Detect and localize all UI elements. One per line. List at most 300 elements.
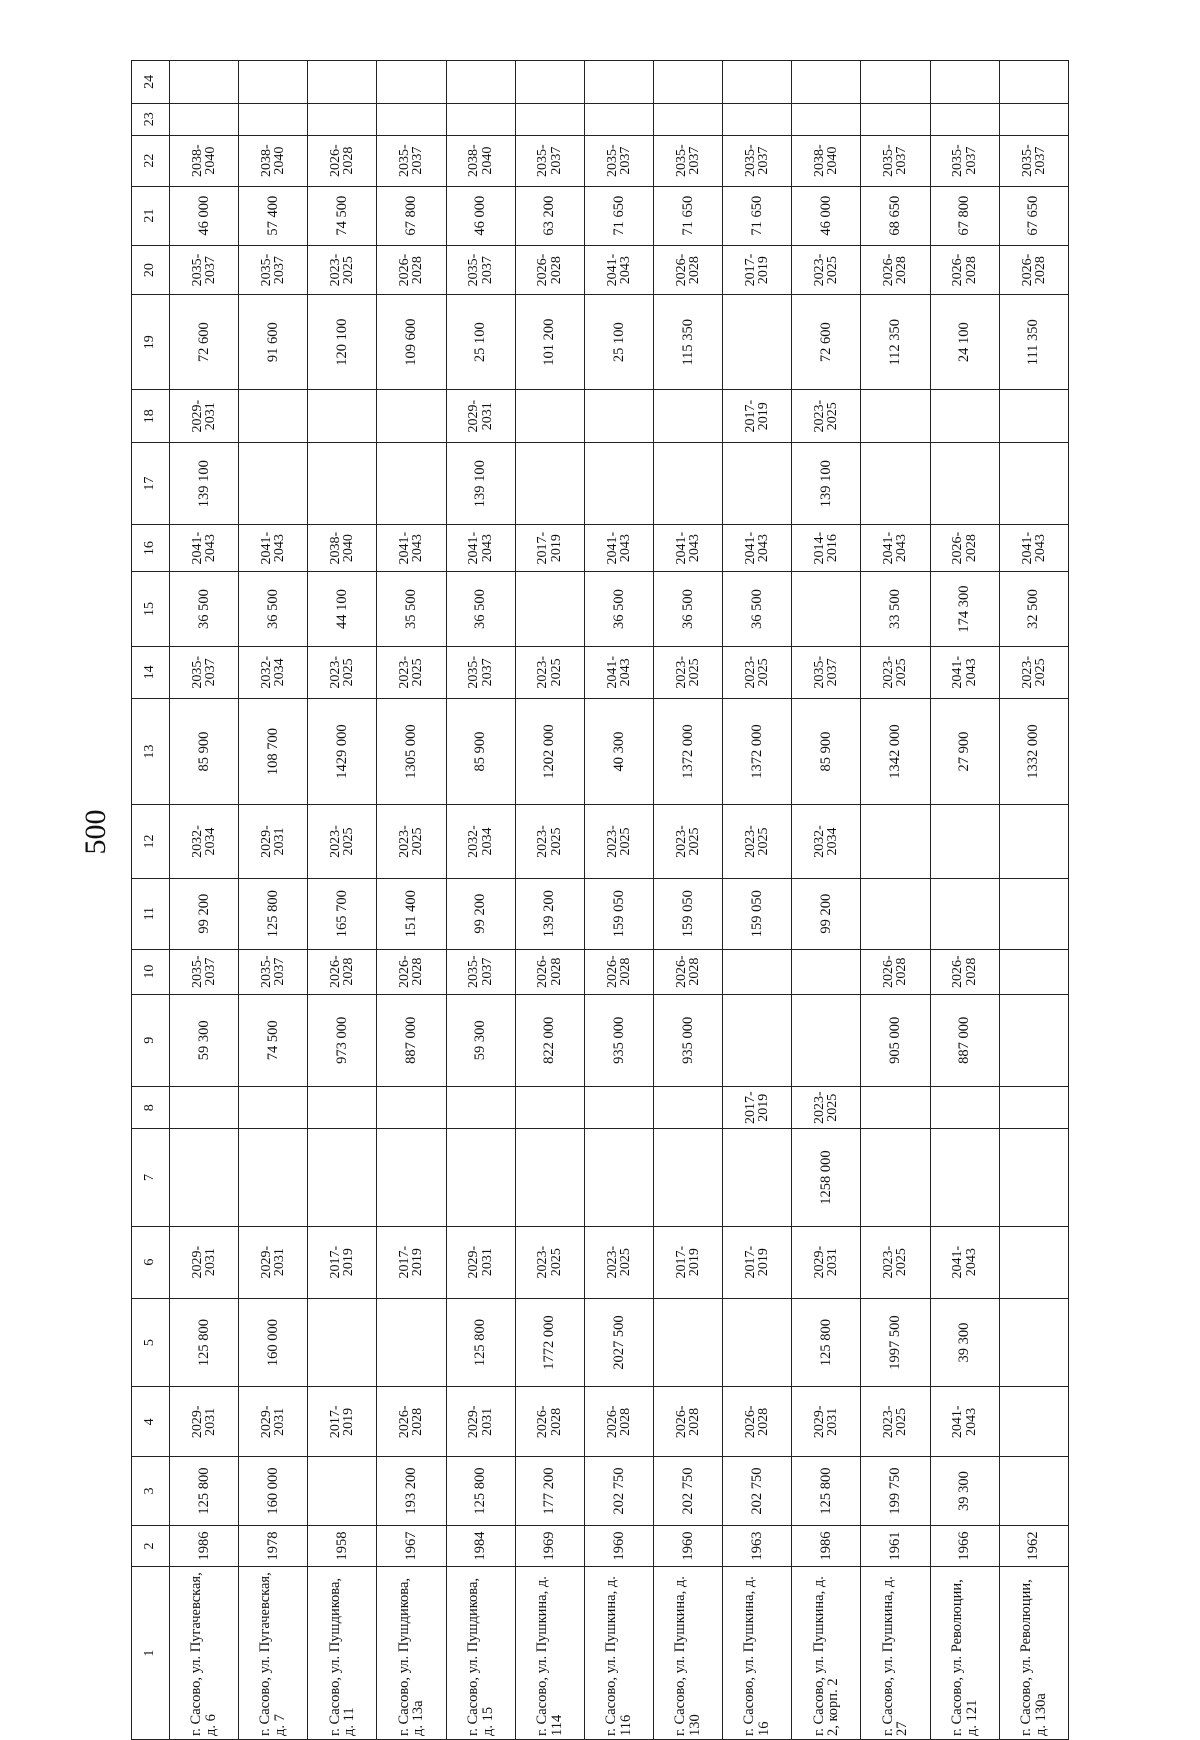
period-cell: 2041- 2043 [584, 245, 653, 295]
period-cell: 2023- 2025 [515, 805, 584, 878]
value-cell: 159 050 [584, 878, 653, 949]
value-cell [999, 1457, 1068, 1526]
column-header: 1 [132, 1567, 170, 1740]
value-cell: 46 000 [170, 186, 239, 245]
value-cell [308, 443, 377, 525]
period-cell: 2035- 2037 [653, 135, 722, 186]
period-cell: 2026- 2028 [308, 135, 377, 186]
value-cell: 71 650 [653, 186, 722, 245]
period-cell: 2023- 2025 [377, 805, 446, 878]
column-header: 11 [132, 878, 170, 949]
value-cell: 1342 000 [861, 698, 930, 804]
value-cell: 887 000 [930, 994, 999, 1086]
column-header: 21 [132, 186, 170, 245]
period-cell: 2026- 2028 [723, 1387, 792, 1457]
period-cell: 2032- 2034 [792, 805, 861, 878]
value-cell: 59 300 [446, 994, 515, 1086]
value-cell [999, 949, 1068, 994]
value-cell: 36 500 [446, 572, 515, 647]
address-cell: г. Сасово, ул. Пушкина, д. 114 [515, 1567, 584, 1740]
period-cell: 2032- 2034 [170, 805, 239, 878]
value-cell [723, 1298, 792, 1387]
value-cell [515, 103, 584, 135]
period-cell: 2029- 2031 [239, 1387, 308, 1457]
value-cell: 1984 [446, 1525, 515, 1566]
period-cell: 2017- 2019 [308, 1226, 377, 1298]
period-cell: 2029- 2031 [239, 805, 308, 878]
table-row [170, 61, 239, 1740]
period-cell: 2029- 2031 [792, 1226, 861, 1298]
value-cell: 39 300 [930, 1457, 999, 1526]
value-cell [653, 61, 722, 104]
value-cell: 1258 000 [792, 1129, 861, 1226]
value-cell [653, 390, 722, 443]
period-cell: 2023- 2025 [723, 646, 792, 698]
period-cell: 2041- 2043 [861, 524, 930, 571]
value-cell: 112 350 [861, 295, 930, 390]
value-cell [377, 1086, 446, 1129]
period-cell: 2023- 2025 [377, 646, 446, 698]
value-cell: 24 100 [930, 295, 999, 390]
value-cell: 1986 [170, 1525, 239, 1566]
value-cell: 67 800 [930, 186, 999, 245]
period-cell: 2026- 2028 [999, 245, 1068, 295]
column-header: 19 [132, 295, 170, 390]
value-cell [861, 1129, 930, 1226]
period-cell: 2035- 2037 [170, 949, 239, 994]
value-cell: 85 900 [170, 698, 239, 804]
value-cell [723, 443, 792, 525]
value-cell: 125 800 [239, 878, 308, 949]
address-cell: г. Сасово, ул. Пушкина, д. 16 [723, 1567, 792, 1740]
value-cell [377, 103, 446, 135]
period-cell: 2035- 2037 [446, 245, 515, 295]
period-cell: 2017- 2019 [723, 1086, 792, 1129]
period-cell: 2041- 2043 [584, 646, 653, 698]
value-cell: 125 800 [170, 1457, 239, 1526]
period-cell: 2041- 2043 [930, 646, 999, 698]
period-cell: 2023- 2025 [308, 805, 377, 878]
value-cell [515, 1129, 584, 1226]
value-cell: 1372 000 [653, 698, 722, 804]
column-header: 22 [132, 135, 170, 186]
column-header: 12 [132, 805, 170, 878]
value-cell: 822 000 [515, 994, 584, 1086]
value-cell [170, 61, 239, 104]
value-cell [446, 1086, 515, 1129]
column-header: 2 [132, 1525, 170, 1566]
value-cell: 46 000 [446, 186, 515, 245]
value-cell [930, 878, 999, 949]
value-cell: 887 000 [377, 994, 446, 1086]
column-header: 15 [132, 572, 170, 647]
period-cell: 2023- 2025 [999, 646, 1068, 698]
address-cell: г. Сасово, ул. Пушдикова, д. 11 [308, 1567, 377, 1740]
value-cell: 125 800 [446, 1457, 515, 1526]
period-cell: 2035- 2037 [999, 135, 1068, 186]
value-cell: 25 100 [584, 295, 653, 390]
value-cell [999, 1387, 1068, 1457]
value-cell: 68 650 [861, 186, 930, 245]
table-row [861, 61, 930, 1740]
value-cell [861, 103, 930, 135]
table-header-row [132, 61, 170, 1740]
column-header: 3 [132, 1457, 170, 1526]
period-cell: 2023- 2025 [792, 245, 861, 295]
value-cell [308, 103, 377, 135]
period-cell: 2017- 2019 [308, 1387, 377, 1457]
column-header: 8 [132, 1086, 170, 1129]
value-cell: 1963 [723, 1525, 792, 1566]
value-cell [515, 572, 584, 647]
value-cell: 63 200 [515, 186, 584, 245]
value-cell: 1962 [999, 1525, 1068, 1566]
column-header: 23 [132, 103, 170, 135]
value-cell [584, 390, 653, 443]
period-cell: 2038- 2040 [308, 524, 377, 571]
value-cell: 905 000 [861, 994, 930, 1086]
value-cell [930, 805, 999, 878]
period-cell: 2017- 2019 [723, 245, 792, 295]
period-cell: 2017- 2019 [723, 1226, 792, 1298]
value-cell: 109 600 [377, 295, 446, 390]
value-cell [999, 994, 1068, 1086]
value-cell: 67 650 [999, 186, 1068, 245]
value-cell: 160 000 [239, 1298, 308, 1387]
value-cell [930, 61, 999, 104]
period-cell: 2026- 2028 [377, 245, 446, 295]
value-cell [584, 1086, 653, 1129]
column-header: 20 [132, 245, 170, 295]
period-cell: 2026- 2028 [377, 1387, 446, 1457]
table-row [377, 61, 446, 1740]
period-cell: 2041- 2043 [584, 524, 653, 571]
value-cell [999, 1298, 1068, 1387]
value-cell [239, 1086, 308, 1129]
value-cell: 1332 000 [999, 698, 1068, 804]
period-cell: 2026- 2028 [653, 1387, 722, 1457]
period-cell: 2041- 2043 [239, 524, 308, 571]
column-header: 9 [132, 994, 170, 1086]
column-header: 18 [132, 390, 170, 443]
value-cell [653, 1129, 722, 1226]
period-cell: 2023- 2025 [653, 646, 722, 698]
repair-schedule-table [131, 60, 1069, 1740]
value-cell: 33 500 [861, 572, 930, 647]
period-cell: 2017- 2019 [377, 1226, 446, 1298]
period-cell: 2035- 2037 [515, 135, 584, 186]
column-header: 14 [132, 646, 170, 698]
value-cell [861, 878, 930, 949]
value-cell: 2027 500 [584, 1298, 653, 1387]
value-cell: 1960 [653, 1525, 722, 1566]
value-cell: 91 600 [239, 295, 308, 390]
value-cell: 193 200 [377, 1457, 446, 1526]
value-cell: 35 500 [377, 572, 446, 647]
value-cell [723, 61, 792, 104]
period-cell: 2026- 2028 [377, 949, 446, 994]
period-cell: 2038- 2040 [446, 135, 515, 186]
period-cell: 2038- 2040 [170, 135, 239, 186]
period-cell: 2023- 2025 [515, 646, 584, 698]
value-cell [999, 1226, 1068, 1298]
page-number: 500 [79, 809, 112, 855]
value-cell: 25 100 [446, 295, 515, 390]
period-cell: 2023- 2025 [861, 646, 930, 698]
value-cell [999, 443, 1068, 525]
value-cell [723, 949, 792, 994]
period-cell: 2035- 2037 [723, 135, 792, 186]
value-cell: 27 900 [930, 698, 999, 804]
value-cell: 151 400 [377, 878, 446, 949]
value-cell: 160 000 [239, 1457, 308, 1526]
value-cell [792, 572, 861, 647]
value-cell [308, 1298, 377, 1387]
value-cell: 202 750 [584, 1457, 653, 1526]
period-cell: 2026- 2028 [584, 949, 653, 994]
value-cell: 125 800 [792, 1457, 861, 1526]
value-cell [653, 443, 722, 525]
period-cell: 2029- 2031 [446, 390, 515, 443]
period-cell: 2029- 2031 [792, 1387, 861, 1457]
value-cell [999, 1086, 1068, 1129]
table-row [999, 61, 1068, 1740]
value-cell: 101 200 [515, 295, 584, 390]
value-cell [446, 1129, 515, 1226]
value-cell [861, 61, 930, 104]
period-cell: 2041- 2043 [170, 524, 239, 571]
value-cell: 125 800 [170, 1298, 239, 1387]
address-cell: г. Сасово, ул. Революции, д. 130а [999, 1567, 1068, 1740]
table-row [446, 61, 515, 1740]
value-cell [584, 1129, 653, 1226]
value-cell: 199 750 [861, 1457, 930, 1526]
period-cell: 2023- 2025 [308, 245, 377, 295]
value-cell: 139 100 [446, 443, 515, 525]
value-cell: 125 800 [446, 1298, 515, 1387]
value-cell: 85 900 [446, 698, 515, 804]
period-cell: 2041- 2043 [377, 524, 446, 571]
period-cell: 2023- 2025 [308, 646, 377, 698]
value-cell: 36 500 [653, 572, 722, 647]
value-cell: 46 000 [792, 186, 861, 245]
period-cell: 2038- 2040 [792, 135, 861, 186]
value-cell [170, 1129, 239, 1226]
value-cell: 202 750 [653, 1457, 722, 1526]
value-cell: 108 700 [239, 698, 308, 804]
value-cell: 973 000 [308, 994, 377, 1086]
period-cell: 2026- 2028 [308, 949, 377, 994]
period-cell: 2035- 2037 [239, 949, 308, 994]
period-cell: 2023- 2025 [723, 805, 792, 878]
value-cell [930, 390, 999, 443]
period-cell: 2032- 2034 [239, 646, 308, 698]
value-cell [653, 1086, 722, 1129]
value-cell: 1978 [239, 1525, 308, 1566]
value-cell: 36 500 [584, 572, 653, 647]
value-cell [999, 390, 1068, 443]
value-cell [861, 1086, 930, 1129]
value-cell [377, 1129, 446, 1226]
value-cell: 32 500 [999, 572, 1068, 647]
value-cell: 1997 500 [861, 1298, 930, 1387]
value-cell [308, 1457, 377, 1526]
value-cell: 111 350 [999, 295, 1068, 390]
period-cell: 2041- 2043 [999, 524, 1068, 571]
period-cell: 2035- 2037 [584, 135, 653, 186]
value-cell: 44 100 [308, 572, 377, 647]
value-cell: 1372 000 [723, 698, 792, 804]
value-cell: 36 500 [723, 572, 792, 647]
period-cell: 2041- 2043 [723, 524, 792, 571]
value-cell: 159 050 [723, 878, 792, 949]
value-cell: 1967 [377, 1525, 446, 1566]
address-cell: г. Сасово, ул. Пушкина, д. 130 [653, 1567, 722, 1740]
value-cell [515, 390, 584, 443]
value-cell [377, 1298, 446, 1387]
value-cell [239, 443, 308, 525]
address-cell: г. Сасово, ул. Пугачевская, д. 6 [170, 1567, 239, 1740]
period-cell: 2026- 2028 [930, 949, 999, 994]
value-cell [653, 1298, 722, 1387]
value-cell: 67 800 [377, 186, 446, 245]
period-cell: 2035- 2037 [446, 949, 515, 994]
value-cell [308, 390, 377, 443]
value-cell [377, 443, 446, 525]
table-row [239, 61, 308, 1740]
value-cell [792, 949, 861, 994]
period-cell: 2026- 2028 [653, 245, 722, 295]
period-cell: 2038- 2040 [239, 135, 308, 186]
column-header: 16 [132, 524, 170, 571]
value-cell [584, 443, 653, 525]
column-header: 5 [132, 1298, 170, 1387]
period-cell: 2029- 2031 [170, 390, 239, 443]
value-cell [792, 61, 861, 104]
value-cell [515, 443, 584, 525]
value-cell: 935 000 [653, 994, 722, 1086]
value-cell [377, 390, 446, 443]
column-header: 7 [132, 1129, 170, 1226]
period-cell: 2023- 2025 [653, 805, 722, 878]
value-cell: 71 650 [723, 186, 792, 245]
value-cell [377, 61, 446, 104]
value-cell: 36 500 [239, 572, 308, 647]
value-cell [999, 878, 1068, 949]
period-cell: 2029- 2031 [239, 1226, 308, 1298]
value-cell: 99 200 [792, 878, 861, 949]
table-row [308, 61, 377, 1740]
value-cell [239, 390, 308, 443]
period-cell: 2026- 2028 [515, 949, 584, 994]
value-cell [515, 61, 584, 104]
period-cell: 2041- 2043 [653, 524, 722, 571]
period-cell: 2035- 2037 [446, 646, 515, 698]
address-cell: г. Сасово, ул. Революции, д. 121 [930, 1567, 999, 1740]
value-cell [239, 1129, 308, 1226]
value-cell: 115 350 [653, 295, 722, 390]
value-cell: 120 100 [308, 295, 377, 390]
value-cell: 57 400 [239, 186, 308, 245]
value-cell: 139 100 [170, 443, 239, 525]
value-cell: 39 300 [930, 1298, 999, 1387]
value-cell [584, 61, 653, 104]
address-cell: г. Сасово, ул. Пушкина, д. 2, корп. 2 [792, 1567, 861, 1740]
value-cell: 1961 [861, 1525, 930, 1566]
period-cell: 2035- 2037 [239, 245, 308, 295]
table-row [653, 61, 722, 1740]
value-cell [308, 61, 377, 104]
period-cell: 2026- 2028 [515, 1387, 584, 1457]
value-cell: 36 500 [170, 572, 239, 647]
column-header: 10 [132, 949, 170, 994]
period-cell: 2026- 2028 [861, 245, 930, 295]
value-cell: 174 300 [930, 572, 999, 647]
period-cell: 2035- 2037 [377, 135, 446, 186]
period-cell: 2035- 2037 [170, 245, 239, 295]
value-cell: 59 300 [170, 994, 239, 1086]
value-cell [861, 443, 930, 525]
value-cell [723, 994, 792, 1086]
period-cell: 2029- 2031 [446, 1226, 515, 1298]
value-cell: 1202 000 [515, 698, 584, 804]
address-cell: г. Сасово, ул. Пушкина, д. 116 [584, 1567, 653, 1740]
period-cell: 2029- 2031 [170, 1387, 239, 1457]
period-cell: 2023- 2025 [861, 1226, 930, 1298]
value-cell: 1958 [308, 1525, 377, 1566]
value-cell: 85 900 [792, 698, 861, 804]
value-cell: 159 050 [653, 878, 722, 949]
value-cell: 1429 000 [308, 698, 377, 804]
period-cell: 2026- 2028 [515, 245, 584, 295]
value-cell: 40 300 [584, 698, 653, 804]
value-cell [170, 103, 239, 135]
value-cell [653, 103, 722, 135]
address-cell: г. Сасово, ул. Пушдикова, д. 15 [446, 1567, 515, 1740]
period-cell: 2026- 2028 [930, 245, 999, 295]
period-cell: 2023- 2025 [584, 805, 653, 878]
column-header: 13 [132, 698, 170, 804]
value-cell: 935 000 [584, 994, 653, 1086]
period-cell: 2035- 2037 [170, 646, 239, 698]
value-cell: 74 500 [239, 994, 308, 1086]
period-cell: 2041- 2043 [930, 1387, 999, 1457]
value-cell [723, 103, 792, 135]
value-cell [308, 1086, 377, 1129]
period-cell: 2023- 2025 [861, 1387, 930, 1457]
value-cell [239, 61, 308, 104]
value-cell: 139 100 [792, 443, 861, 525]
period-cell: 2026- 2028 [930, 524, 999, 571]
value-cell [515, 1086, 584, 1129]
rotated-table-wrapper [131, 60, 1069, 1740]
value-cell: 1960 [584, 1525, 653, 1566]
address-cell: г. Сасово, ул. Пугачевская, д. 7 [239, 1567, 308, 1740]
value-cell: 1966 [930, 1525, 999, 1566]
table-row [792, 61, 861, 1740]
value-cell [930, 1086, 999, 1129]
period-cell: 2035- 2037 [861, 135, 930, 186]
period-cell: 2035- 2037 [792, 646, 861, 698]
value-cell: 202 750 [723, 1457, 792, 1526]
period-cell: 2032- 2034 [446, 805, 515, 878]
value-cell [999, 1129, 1068, 1226]
column-header: 24 [132, 61, 170, 104]
value-cell: 72 600 [792, 295, 861, 390]
value-cell [930, 443, 999, 525]
value-cell: 1305 000 [377, 698, 446, 804]
period-cell: 2023- 2025 [792, 1086, 861, 1129]
